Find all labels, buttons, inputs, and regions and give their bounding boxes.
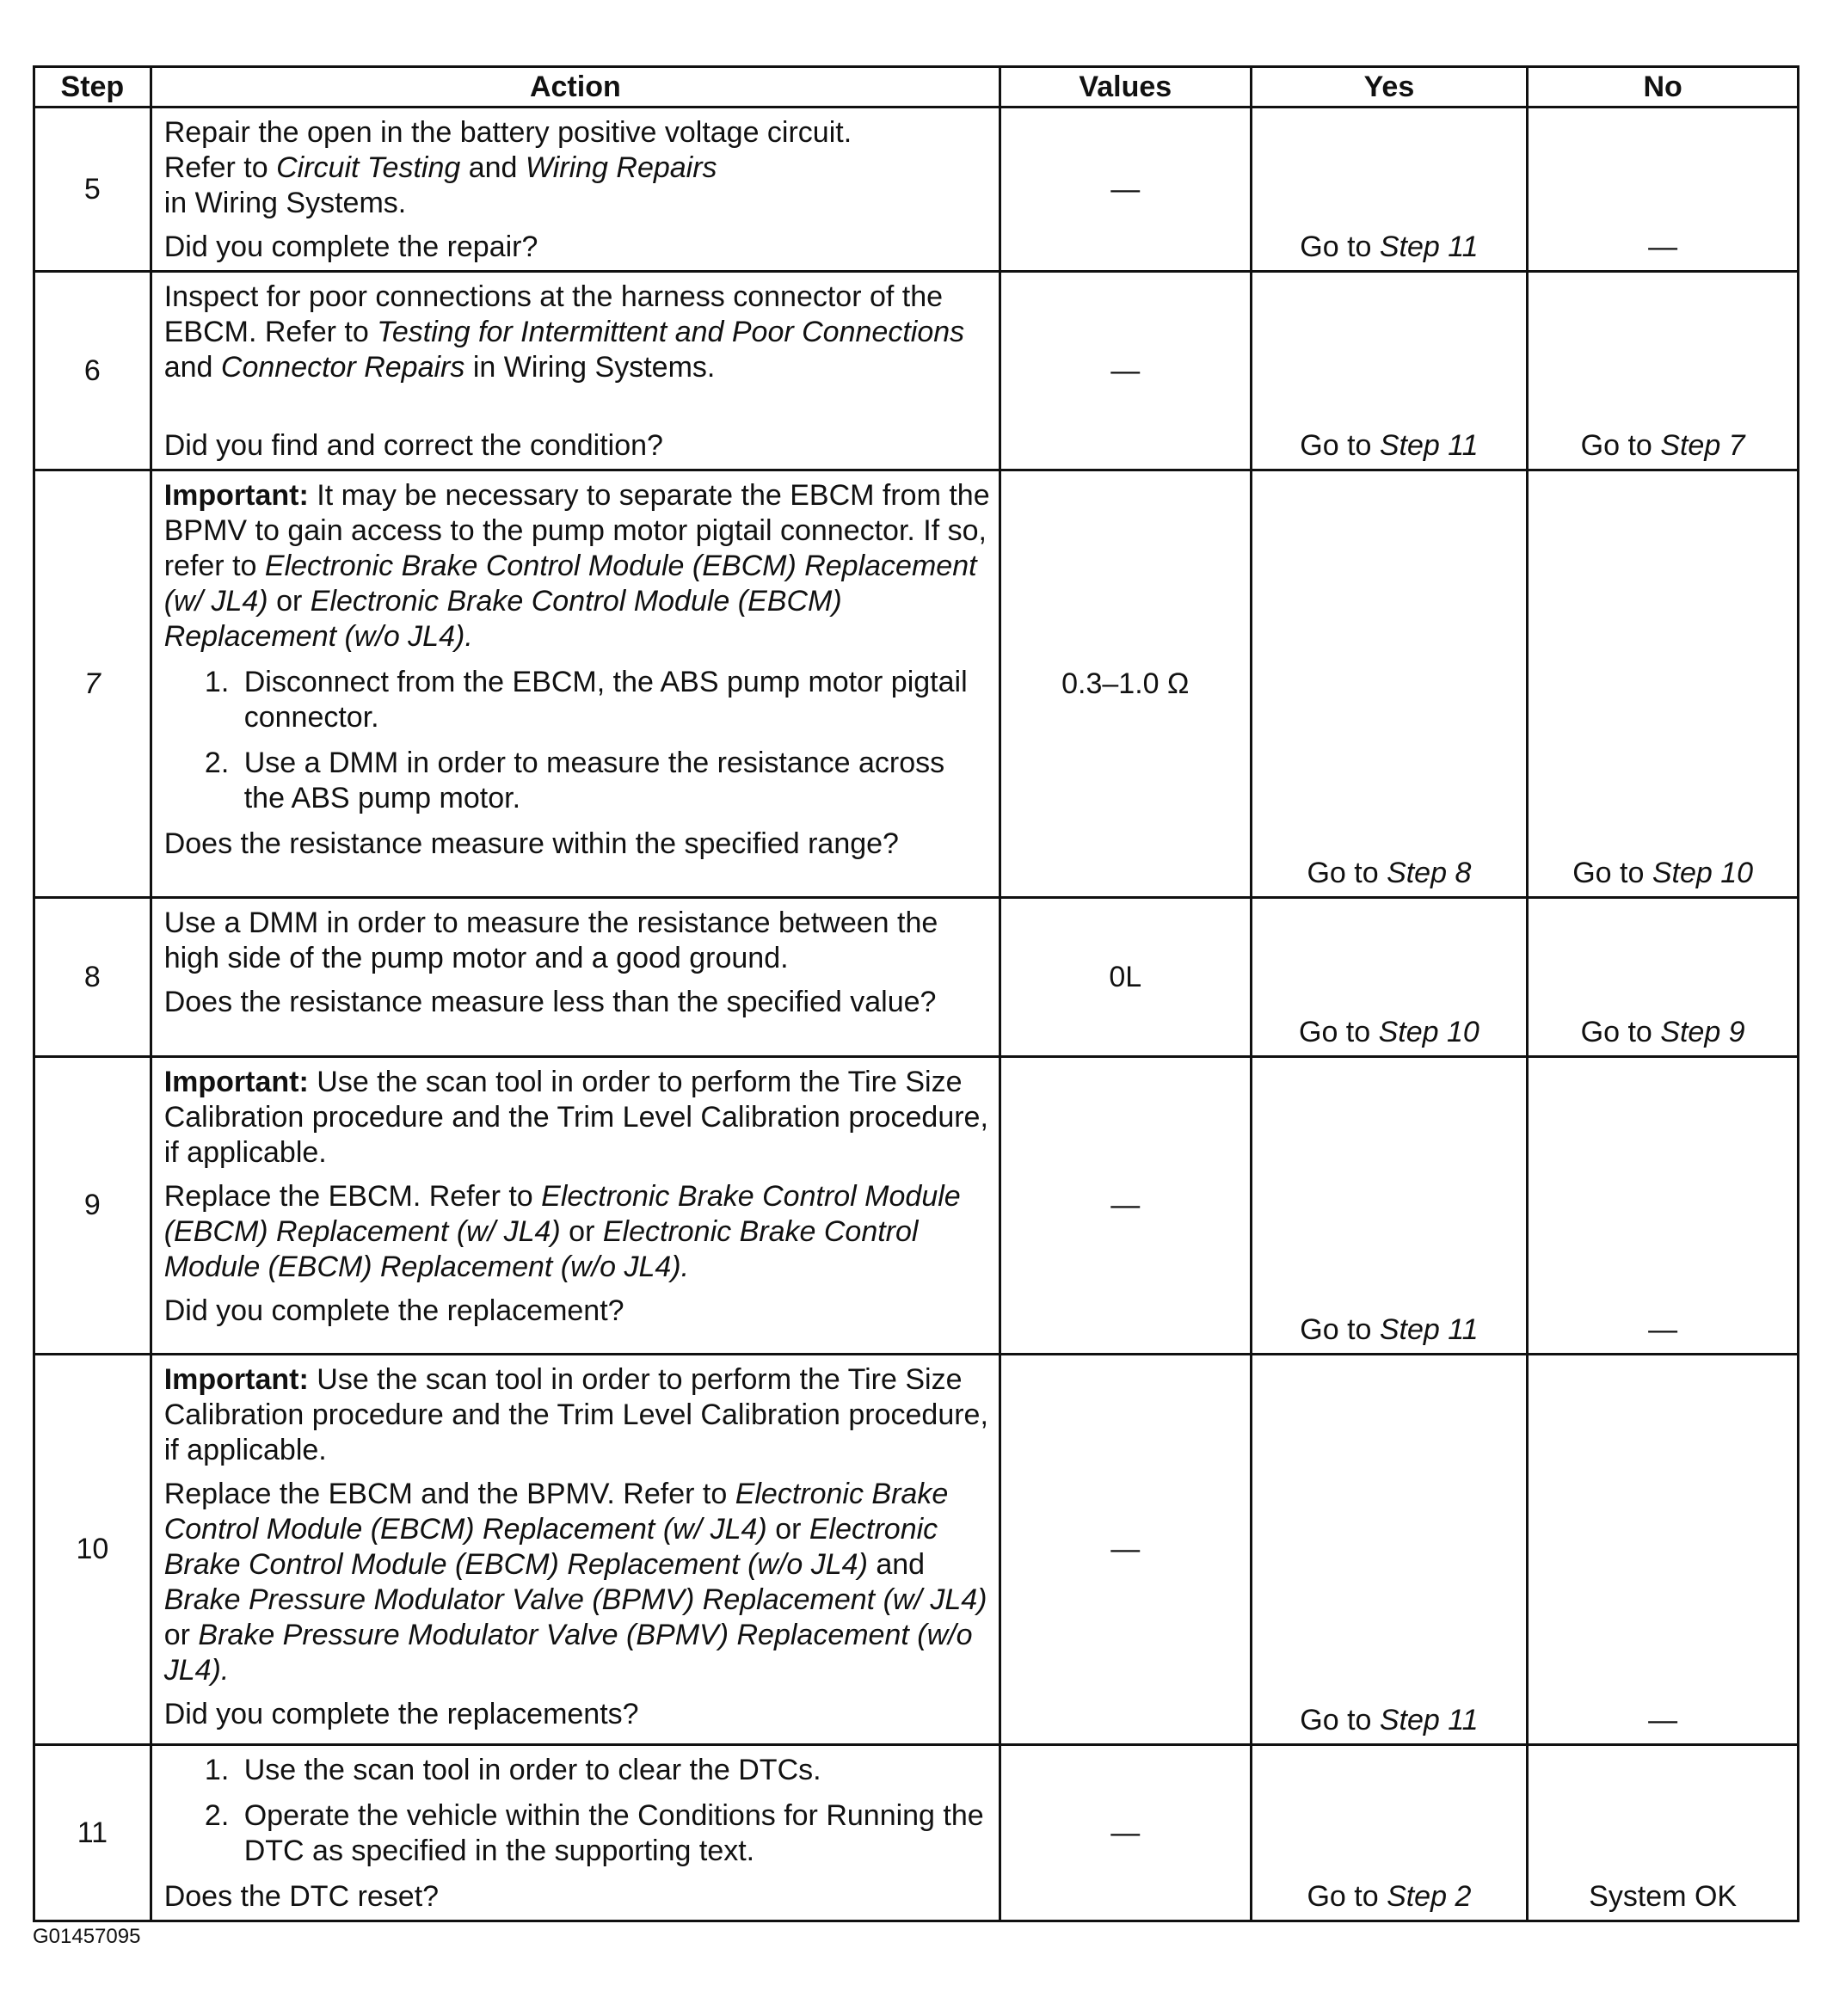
diagnostic-table bbox=[33, 65, 1799, 1922]
no-text: — bbox=[1648, 230, 1678, 263]
action-cell bbox=[151, 1745, 1000, 1921]
action-cell bbox=[151, 470, 1000, 898]
action-text: and bbox=[460, 151, 526, 184]
action-cell bbox=[151, 1057, 1000, 1355]
action-text: in Wiring Systems. bbox=[163, 187, 407, 219]
reference-link: Electronic Brake Control Module (EBCM) Replacement (w/ JL4) bbox=[163, 550, 977, 618]
action-text bbox=[164, 1065, 990, 1171]
action-text bbox=[164, 115, 990, 151]
action-text: . bbox=[680, 1251, 690, 1283]
values-cell: — bbox=[1000, 1355, 1252, 1745]
question-text: Did you complete the replacements? bbox=[163, 1698, 639, 1730]
step-number: 9 bbox=[34, 1057, 151, 1355]
action-cell bbox=[151, 108, 1000, 272]
header-action: Action bbox=[151, 67, 1000, 108]
no-text: Go to bbox=[1572, 857, 1652, 889]
reference-link: Circuit Testing bbox=[276, 151, 461, 184]
reference-link: Connector Repairs bbox=[220, 351, 465, 384]
no-text: — bbox=[1648, 1704, 1678, 1736]
header-no: No bbox=[1528, 67, 1799, 108]
values-cell: 0L bbox=[1000, 898, 1252, 1057]
action-text: . bbox=[464, 620, 473, 653]
values-cell: 0.3–1.0 Ω bbox=[1000, 470, 1252, 898]
header-yes: Yes bbox=[1251, 67, 1528, 108]
reference-link: Electronic Brake Control Module (EBCM) Replacement (w/o JL4) bbox=[163, 585, 842, 653]
yes-text: Go to bbox=[1307, 1880, 1387, 1913]
no-text: Go to bbox=[1580, 1016, 1661, 1048]
yes-text: Go to bbox=[1300, 1313, 1380, 1346]
header-values: Values bbox=[1000, 67, 1252, 108]
action-text: or bbox=[268, 585, 311, 618]
important-label: Important: bbox=[163, 479, 309, 512]
action-text bbox=[164, 151, 990, 186]
yes-step: Step 11 bbox=[1379, 230, 1479, 263]
procedure-list bbox=[164, 1753, 990, 1869]
action-text: . bbox=[220, 1654, 230, 1687]
yes-text: Go to bbox=[1299, 1016, 1379, 1048]
yes-cell bbox=[1251, 1057, 1528, 1355]
no-text: Go to bbox=[1580, 429, 1661, 462]
no-cell bbox=[1528, 108, 1799, 272]
question-text: Does the DTC reset? bbox=[163, 1880, 440, 1913]
values-cell: — bbox=[1000, 272, 1252, 470]
table-row bbox=[34, 1745, 1799, 1921]
action-text bbox=[164, 478, 990, 655]
no-cell bbox=[1528, 272, 1799, 470]
procedure-list bbox=[164, 665, 990, 816]
no-cell bbox=[1528, 470, 1799, 898]
yes-step: Step 11 bbox=[1379, 1313, 1479, 1346]
reference-link: Brake Pressure Modulator Valve (BPMV) Replacement (w/ JL4) bbox=[163, 1583, 987, 1616]
table-row bbox=[34, 1057, 1799, 1355]
values-cell: — bbox=[1000, 1745, 1252, 1921]
yes-cell bbox=[1251, 898, 1528, 1057]
question-text: Did you find and correct the condition? bbox=[163, 429, 663, 462]
no-cell bbox=[1528, 898, 1799, 1057]
no-text: — bbox=[1648, 1313, 1678, 1346]
step-number: 11 bbox=[34, 1745, 151, 1921]
action-text: Replace the EBCM and the BPMV. Refer to bbox=[163, 1478, 735, 1510]
table-row bbox=[34, 1355, 1799, 1745]
action-text: and bbox=[867, 1548, 926, 1581]
table-row bbox=[34, 470, 1799, 898]
action-cell bbox=[151, 898, 1000, 1057]
reference-link: Electronic Brake Control Module (EBCM) Replacement (w/ JL4) bbox=[163, 1180, 961, 1248]
list-item: 2. Operate the vehicle within the Conditions for Running the DTC as specified in the supporting text. bbox=[237, 1798, 990, 1869]
important-label: Important: bbox=[163, 1066, 309, 1098]
yes-cell bbox=[1251, 470, 1528, 898]
list-item: 1. Disconnect from the EBCM, the ABS pump motor pigtail connector. bbox=[237, 665, 990, 735]
no-step: Step 10 bbox=[1652, 857, 1754, 889]
reference-link: Electronic Brake Control Module (EBCM) Replacement (w/o JL4) bbox=[163, 1513, 938, 1581]
action-text: Repair the open in the battery positive voltage circuit. bbox=[163, 116, 852, 149]
action-text: Refer to bbox=[163, 151, 277, 184]
step-number: 6 bbox=[34, 272, 151, 470]
no-text: System OK bbox=[1589, 1880, 1738, 1913]
action-text: or bbox=[766, 1513, 809, 1546]
question-text: Did you complete the repair? bbox=[163, 230, 538, 263]
no-cell bbox=[1528, 1355, 1799, 1745]
step-number: 8 bbox=[34, 898, 151, 1057]
header-row bbox=[34, 67, 1799, 108]
no-step: Step 9 bbox=[1660, 1016, 1745, 1048]
action-text: in Wiring Systems. bbox=[464, 351, 716, 384]
yes-text: Go to bbox=[1307, 857, 1387, 889]
yes-text: Go to bbox=[1300, 230, 1380, 263]
no-step: Step 7 bbox=[1660, 429, 1745, 462]
yes-step: Step 11 bbox=[1379, 1704, 1479, 1736]
action-text: Inspect for poor connections at the harness connector of the EBCM. Refer to bbox=[163, 280, 944, 348]
yes-cell bbox=[1251, 1745, 1528, 1921]
action-text: or bbox=[560, 1215, 603, 1248]
yes-text: Go to bbox=[1300, 1704, 1380, 1736]
values-cell: — bbox=[1000, 108, 1252, 272]
yes-step: Step 10 bbox=[1378, 1016, 1479, 1048]
action-text: Replace the EBCM. Refer to bbox=[163, 1180, 542, 1213]
yes-step: Step 2 bbox=[1387, 1880, 1472, 1913]
step-number: 7 bbox=[34, 470, 151, 898]
no-cell bbox=[1528, 1745, 1799, 1921]
action-text: Use the scan tool in order to perform the Tire Size Calibration procedure and the Trim Level Calibration procedure, if applicable. bbox=[163, 1363, 988, 1466]
question-text: Does the resistance measure less than the specified value? bbox=[163, 986, 937, 1018]
yes-cell bbox=[1251, 1355, 1528, 1745]
values-cell: — bbox=[1000, 1057, 1252, 1355]
table-row bbox=[34, 898, 1799, 1057]
table-row bbox=[34, 108, 1799, 272]
yes-cell bbox=[1251, 272, 1528, 470]
reference-link: Brake Pressure Modulator Valve (BPMV) Replacement (w/o JL4) bbox=[163, 1619, 973, 1687]
yes-text: Go to bbox=[1300, 429, 1380, 462]
action-cell bbox=[151, 1355, 1000, 1745]
reference-link: Testing for Intermittent and Poor Connections bbox=[377, 316, 965, 348]
figure-id: G01457095 bbox=[33, 1925, 141, 1948]
list-item: 1. Use the scan tool in order to clear the DTCs. bbox=[237, 1753, 990, 1788]
action-text bbox=[164, 1362, 990, 1468]
reference-link: Electronic Brake Control Module (EBCM) Replacement (w/o JL4) bbox=[163, 1215, 919, 1283]
action-text: It may be necessary to separate the EBCM from the BPMV to gain access to the pump motor pigtail connector. If so, refer to bbox=[163, 479, 990, 582]
action-text bbox=[164, 186, 990, 221]
question-text: Did you complete the replacement? bbox=[163, 1294, 624, 1327]
no-cell bbox=[1528, 1057, 1799, 1355]
table-row bbox=[34, 272, 1799, 470]
yes-step: Step 8 bbox=[1387, 857, 1472, 889]
important-label: Important: bbox=[163, 1363, 309, 1396]
yes-cell bbox=[1251, 108, 1528, 272]
list-item: 2. Use a DMM in order to measure the resistance across the ABS pump motor. bbox=[237, 746, 990, 816]
action-text bbox=[164, 280, 990, 385]
step-number: 10 bbox=[34, 1355, 151, 1745]
yes-step: Step 11 bbox=[1379, 429, 1479, 462]
action-text: Use the scan tool in order to perform the Tire Size Calibration procedure and the Trim Level Calibration procedure, if applicable. bbox=[163, 1066, 988, 1169]
action-text: and bbox=[163, 351, 221, 384]
reference-link: Wiring Repairs bbox=[525, 151, 717, 184]
action-cell bbox=[151, 272, 1000, 470]
step-number: 5 bbox=[34, 108, 151, 272]
action-text: or bbox=[163, 1619, 199, 1651]
action-text bbox=[164, 1179, 990, 1285]
action-text bbox=[164, 1477, 990, 1688]
question-text: Does the resistance measure within the specified range? bbox=[163, 827, 899, 860]
action-text: Use a DMM in order to measure the resistance between the high side of the pump motor and a good ground. bbox=[163, 907, 938, 974]
header-step: Step bbox=[34, 67, 151, 108]
reference-link: Electronic Brake Control Module (EBCM) Replacement (w/ JL4) bbox=[163, 1478, 949, 1546]
